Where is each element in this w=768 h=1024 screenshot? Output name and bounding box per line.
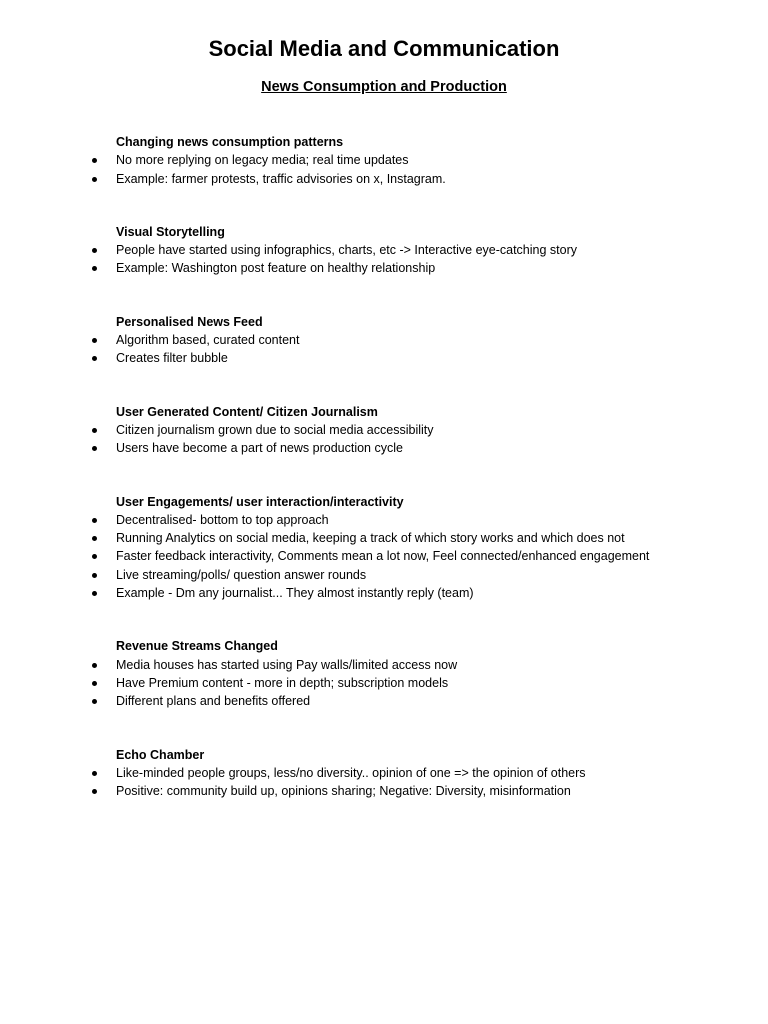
section-heading: Visual Storytelling (116, 224, 225, 239)
bullet-list (0, 764, 768, 801)
bullet-item: Creates filter bubble (0, 349, 768, 367)
bullet-item: Different plans and benefits offered (0, 692, 768, 710)
section-heading: User Generated Content/ Citizen Journalism (116, 404, 378, 419)
bullet-item: Running Analytics on social media, keeping a track of which story works and which does not (0, 529, 768, 547)
bullet-list (0, 421, 768, 458)
section-heading: Personalised News Feed (116, 314, 263, 329)
bullet-list (0, 151, 768, 188)
bullet-item: Users have become a part of news production cycle (0, 439, 768, 457)
bullet-item: Positive: community build up, opinions sharing; Negative: Diversity, misinformation (0, 782, 768, 800)
bullet-item: Example - Dm any journalist... They almost instantly reply (team) (0, 584, 768, 602)
bullet-list (0, 331, 768, 368)
section (0, 493, 768, 603)
bullet-list (0, 241, 768, 278)
bullet-item: Algorithm based, curated content (0, 331, 768, 349)
section (0, 313, 768, 368)
bullet-item: Example: farmer protests, traffic advisories on x, Instagram. (0, 170, 768, 188)
bullet-item: Like-minded people groups, less/no diversity.. opinion of one => the opinion of others (0, 764, 768, 782)
section (0, 223, 768, 278)
section (0, 746, 768, 801)
bullet-item: Live streaming/polls/ question answer rounds (0, 566, 768, 584)
section (0, 403, 768, 458)
section (0, 637, 768, 710)
bullet-list (0, 511, 768, 602)
section (0, 133, 768, 188)
bullet-item: Media houses has started using Pay walls/limited access now (0, 656, 768, 674)
bullet-item: Faster feedback interactivity, Comments mean a lot now, Feel connected/enhanced engagement (0, 547, 768, 565)
section-heading: Echo Chamber (116, 747, 205, 762)
bullet-item: Example: Washington post feature on healthy relationship (0, 259, 768, 277)
section-heading: Changing news consumption patterns (116, 135, 344, 149)
bullet-item: Citizen journalism grown due to social media accessibility (0, 421, 768, 439)
page-title: Social Media and Communication (208, 36, 560, 61)
bullet-item: Decentralised- bottom to top approach (0, 511, 768, 529)
sections-container (0, 133, 768, 835)
section-heading: User Engagements/ user interaction/interactivity (116, 494, 404, 509)
bullet-item: Have Premium content - more in depth; subscription models (0, 674, 768, 692)
bullet-list (0, 656, 768, 711)
section-heading: Revenue Streams Changed (116, 639, 278, 654)
page-subtitle: News Consumption and Production (261, 79, 507, 95)
bullet-item: People have started using infographics, charts, etc -> Interactive eye-catching story (0, 241, 768, 259)
bullet-item: No more replying on legacy media; real time updates (0, 151, 768, 169)
